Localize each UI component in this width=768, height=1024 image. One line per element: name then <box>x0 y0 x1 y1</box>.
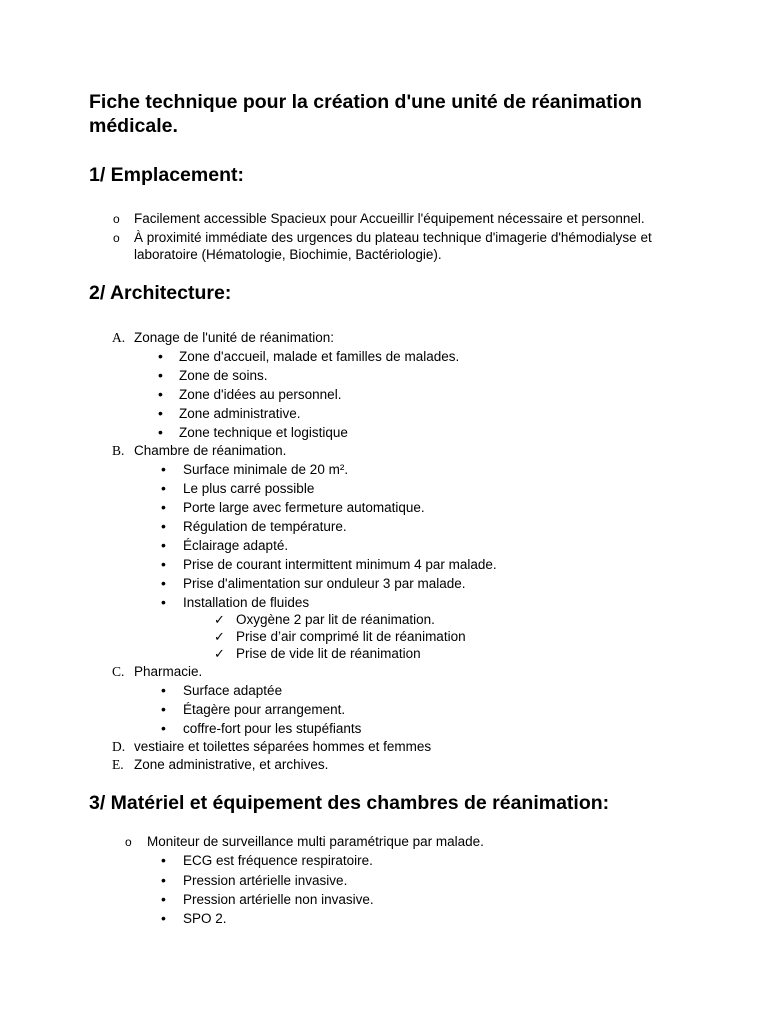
list-item: Installation de fluides <box>183 595 310 610</box>
bullet: • <box>161 594 166 610</box>
list-letter: E. <box>112 757 124 772</box>
bullet: • <box>161 575 166 591</box>
list-item: Zone de soins. <box>179 368 268 383</box>
list-item: Prise d'alimentation sur onduleur 3 par malade. <box>183 576 466 591</box>
list-item: Le plus carré possible <box>183 481 315 496</box>
bullet: • <box>161 891 166 907</box>
check-icon: ✓ <box>214 629 225 644</box>
heading-architecture: 2/ Architecture: <box>89 282 232 304</box>
list-item: Pression artérielle non invasive. <box>183 892 374 907</box>
emplacement-item: À proximité immédiate des urgences du plateau technique d'imagerie d'hémodialyse et laboratoire (Hématologie, Biochimie, Bactériologie). <box>134 230 652 262</box>
bullet: • <box>161 720 166 736</box>
list-item: Régulation de température. <box>183 519 347 534</box>
sub-item: Oxygène 2 par lit de réanimation. <box>236 612 435 627</box>
list-item: ECG est fréquence respiratoire. <box>183 853 373 868</box>
list-item: Éclairage adapté. <box>183 538 289 553</box>
list-item: coffre-fort pour les stupéfiants <box>183 721 362 736</box>
sub-item: Prise d’air comprimé lit de réanimation <box>236 629 466 644</box>
list-item: Zone administrative. <box>179 406 301 421</box>
bullet: • <box>158 367 163 383</box>
list-item: Zone d'accueil, malade et familles de malades. <box>179 349 460 364</box>
bullet: • <box>161 499 166 515</box>
bullet: • <box>161 461 166 477</box>
sub-item: Prise de vide lit de réanimation <box>236 646 421 661</box>
list-item: Zone technique et logistique <box>179 425 348 440</box>
bullet: • <box>158 348 163 364</box>
heading-materiel: 3/ Matériel et équipement des chambres de réanimation: <box>89 792 610 814</box>
check-icon: ✓ <box>214 646 225 661</box>
list-item: SPO 2. <box>183 911 227 926</box>
group-label: vestiaire et toilettes séparées hommes et femmes <box>134 739 432 754</box>
bullet: • <box>161 852 166 868</box>
bullet: • <box>158 424 163 440</box>
circle-bullet: o <box>113 231 120 245</box>
list-item: Surface minimale de 20 m². <box>183 462 349 477</box>
list-item: Porte large avec fermeture automatique. <box>183 500 425 515</box>
group-label: Chambre de réanimation. <box>134 443 287 458</box>
bullet: • <box>161 518 166 534</box>
list-item: Étagère pour arrangement. <box>183 702 346 717</box>
bullet: • <box>158 386 163 402</box>
bullet: • <box>161 682 166 698</box>
list-item: Pression artérielle invasive. <box>183 873 348 888</box>
circle-bullet: o <box>125 835 132 849</box>
bullet: • <box>161 480 166 496</box>
bullet: • <box>161 537 166 553</box>
circle-bullet: o <box>113 212 120 226</box>
group-label: Pharmacie. <box>134 664 203 679</box>
list-item: Surface adaptée <box>183 683 283 698</box>
bullet: • <box>161 872 166 888</box>
group-label: Zonage de l'unité de réanimation: <box>134 330 334 345</box>
list-letter: B. <box>112 443 125 458</box>
list-item: Prise de courant intermittent minimum 4 par malade. <box>183 557 497 572</box>
list-letter: C. <box>112 664 125 679</box>
materiel-item: Moniteur de surveillance multi paramétrique par malade. <box>147 834 484 849</box>
list-letter: A. <box>112 330 126 345</box>
bullet: • <box>161 910 166 926</box>
group-label: Zone administrative, et archives. <box>134 757 329 772</box>
emplacement-item: Facilement accessible Spacieux pour Accueillir l'équipement nécessaire et personnel. <box>134 211 645 226</box>
heading-emplacement: 1/ Emplacement: <box>89 164 244 186</box>
bullet: • <box>161 556 166 572</box>
document-title: Fiche technique pour la création d'une unité de réanimation médicale. <box>89 91 642 137</box>
list-letter: D. <box>112 739 126 754</box>
list-item: Zone d'idées au personnel. <box>179 387 342 402</box>
check-icon: ✓ <box>214 612 225 627</box>
bullet: • <box>158 405 163 421</box>
bullet: • <box>161 701 166 717</box>
